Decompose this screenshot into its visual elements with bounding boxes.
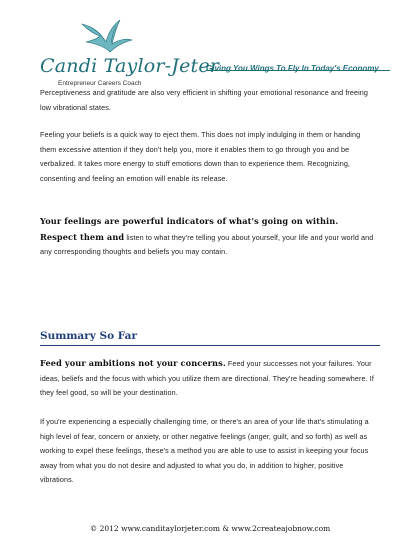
- paragraph-rest: listen to what they're telling you about yourself, your life and your world and any corresponding thoughts and beliefs you may contain.: [40, 232, 374, 256]
- paragraph-text: [40, 356, 376, 401]
- paragraph-feelings-indicators: [40, 214, 376, 260]
- paragraph-challenging-time: [40, 415, 376, 488]
- tagline: [206, 56, 390, 71]
- page-header: [0, 0, 420, 88]
- logo-subtitle: Entrepreneur Careers Coach: [58, 80, 142, 87]
- section-heading: Summary So Far: [40, 330, 137, 342]
- paragraph-ambitions: [40, 356, 376, 401]
- page-footer: © 2012 www.canditaylorjeter.com & www.2createajobnow.com: [89, 524, 331, 533]
- logo-name: Candi Taylor-Jeter: [40, 55, 220, 77]
- paragraph-gratitude: [40, 86, 376, 115]
- paragraph-feeling-beliefs: [40, 128, 376, 186]
- heading-underline: [40, 345, 380, 346]
- paragraph-text: Feeling your beliefs is a quick way to eject them. This does not imply indulging in them or handing them excessive attention if they don't help you, more it enables them to go through you and be verbalized. It takes more energy to stuff emotions down than to experience them. Recognizing, consenting and feeling an emotion will enable its release.: [40, 130, 361, 183]
- tagline-text: Giving You Wings To Fly In Today's Economy: [206, 64, 379, 73]
- paragraph-rest: Feed your successes not your failures. Your ideas, beliefs and the focus with which you utilize them are directional. They're heading somewhere. If they feel good, so will be your destination.: [40, 359, 374, 397]
- paragraph-text: [40, 214, 376, 260]
- bird-logo-icon: [78, 18, 134, 58]
- bold-lead: Your feelings are powerful indicators of what's going on within. Respect them and: [40, 216, 339, 242]
- paragraph-text: If you're experiencing a especially challenging time, or there's an area of your life that's stimulating a high level of fear, concern or anxiety, or other negative feelings (anger, guilt, and so forth) as well as working to expel these feelings, these's a method you are able to use to assist in keeping your focus away from what you do not desire and adjusted to what you do, in addition to higher, positive vibrations.: [40, 417, 369, 484]
- bold-lead: Feed your ambitions not your concerns.: [40, 358, 226, 368]
- paragraph-text: Perceptiveness and gratitude are also very efficient in shifting your emotional resonance and freeing low vibrational states.: [40, 88, 369, 112]
